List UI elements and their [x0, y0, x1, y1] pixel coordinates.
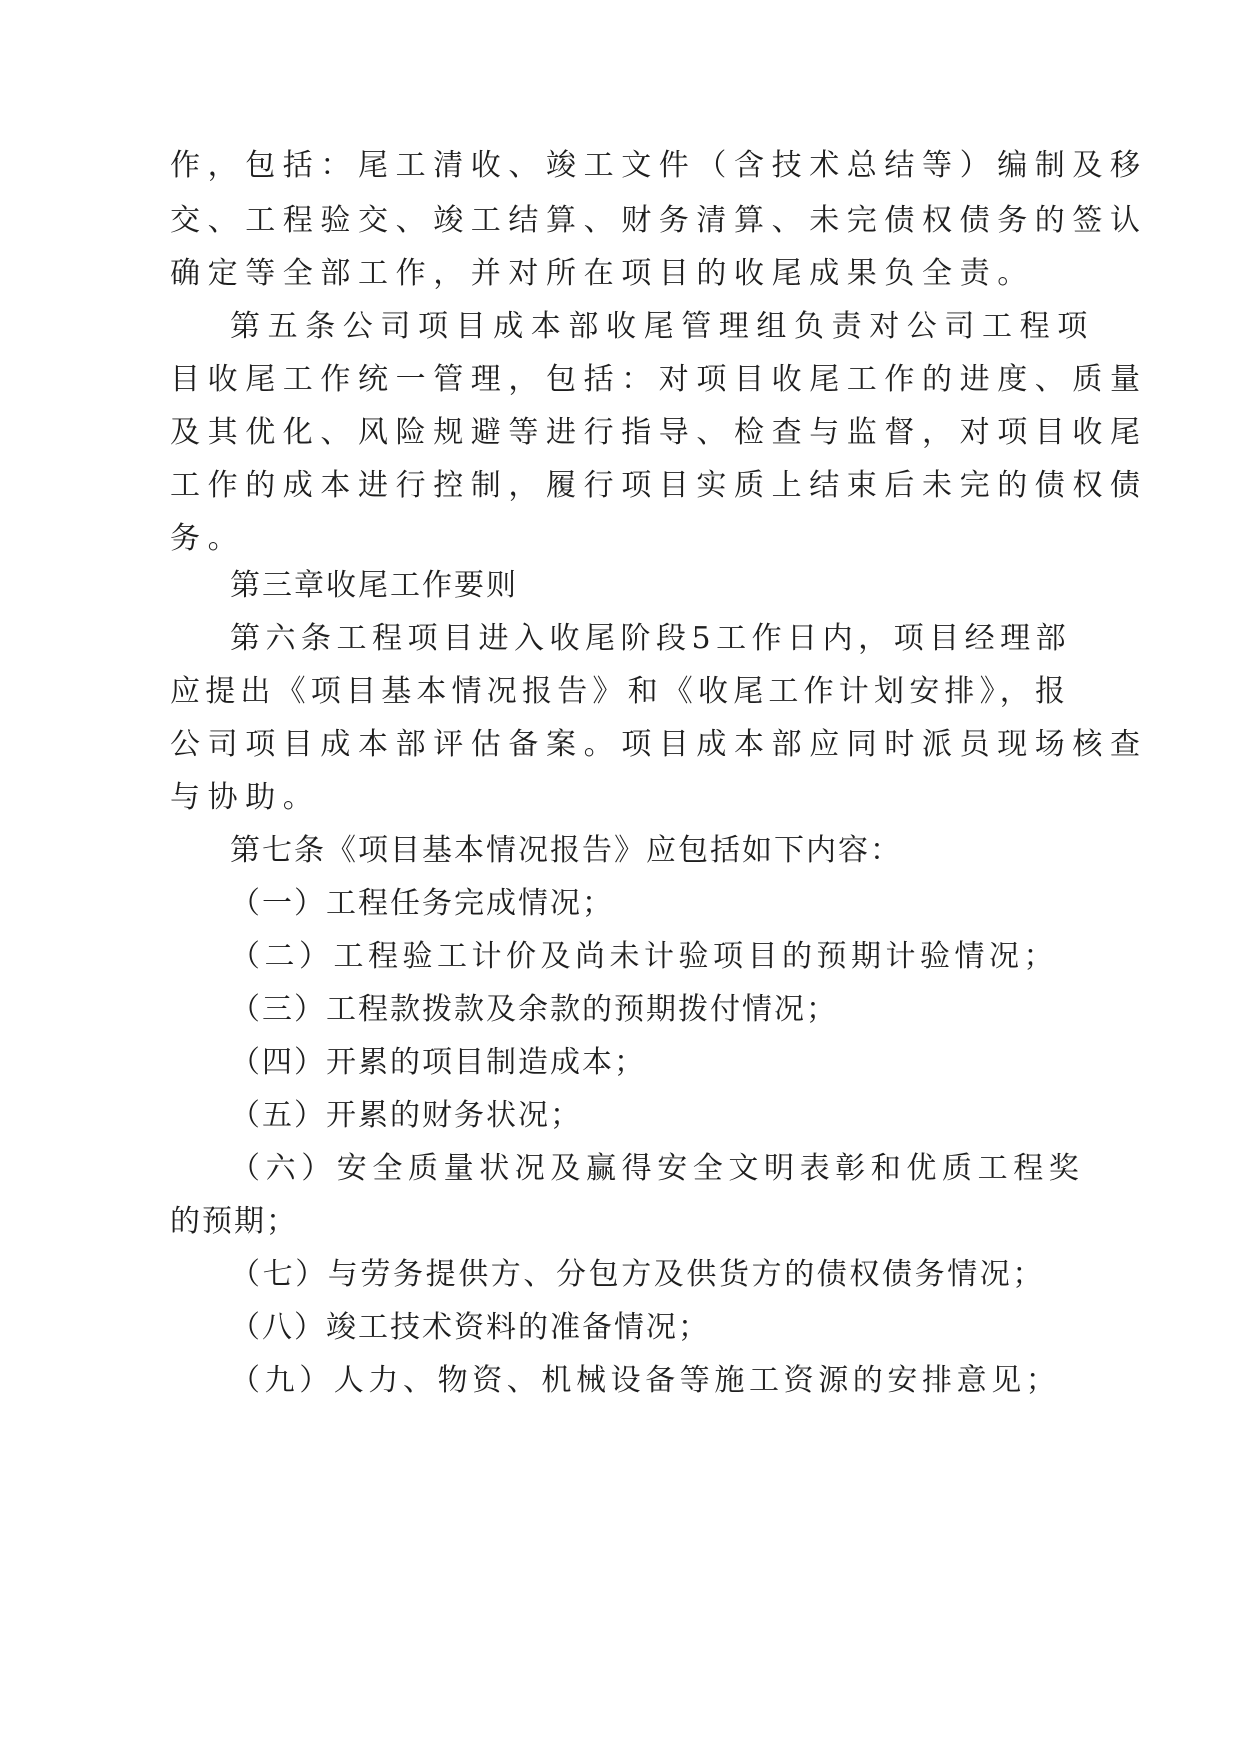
- list-item: （一）工程任务完成情况；: [230, 886, 614, 921]
- list-item: （九）人力、物资、机械设备等施工资源的安排意见；: [230, 1363, 1061, 1398]
- text-line: 工作的成本进行控制，履行项目实质上结束后未完的债权债: [170, 468, 1148, 503]
- text-line: 第五条公司项目成本部收尾管理组负责对公司工程项: [230, 309, 1095, 344]
- text-line: 第七条《项目基本情况报告》应包括如下内容：: [230, 833, 902, 868]
- list-item: （六）安全质量状况及赢得安全文明表彰和优质工程奖: [230, 1151, 1085, 1186]
- text-line: 确定等全部工作，并对所在项目的收尾成果负全责。: [170, 256, 1035, 291]
- chapter-heading: 第三章收尾工作要则: [230, 568, 518, 603]
- text-line: 应提出《项目基本情况报告》和《收尾工作计划安排》，报: [170, 674, 1071, 709]
- list-item: （四）开累的项目制造成本；: [230, 1045, 646, 1080]
- list-item: （五）开累的财务状况；: [230, 1098, 582, 1133]
- text-line: 第六条工程项目进入收尾阶段5工作日内，项目经理部: [230, 621, 1072, 656]
- text-line: 与协助。: [170, 780, 321, 815]
- text-line: 务。: [170, 521, 246, 556]
- list-item: （二）工程验工计价及尚未计验项目的预期计验情况；: [230, 939, 1058, 974]
- text-line: 及其优化、风险规避等进行指导、检查与监督，对项目收尾: [170, 415, 1148, 450]
- text-line: 作，包括：尾工清收、竣工文件（含技术总结等）编制及移: [170, 148, 1148, 183]
- text-line: 公司项目成本部评估备案。项目成本部应同时派员现场核查: [170, 727, 1148, 762]
- list-item: （八）竣工技术资料的准备情况；: [230, 1310, 710, 1345]
- text-line: 目收尾工作统一管理，包括：对项目收尾工作的进度、质量: [170, 362, 1148, 397]
- list-item: （七）与劳务提供方、分包方及供货方的债权债务情况；: [230, 1257, 1045, 1292]
- list-item: 的预期；: [170, 1204, 298, 1239]
- list-item: （三）工程款拨款及余款的预期拨付情况；: [230, 992, 838, 1027]
- text-line: 交、工程验交、竣工结算、财务清算、未完债权债务的签认: [170, 203, 1148, 238]
